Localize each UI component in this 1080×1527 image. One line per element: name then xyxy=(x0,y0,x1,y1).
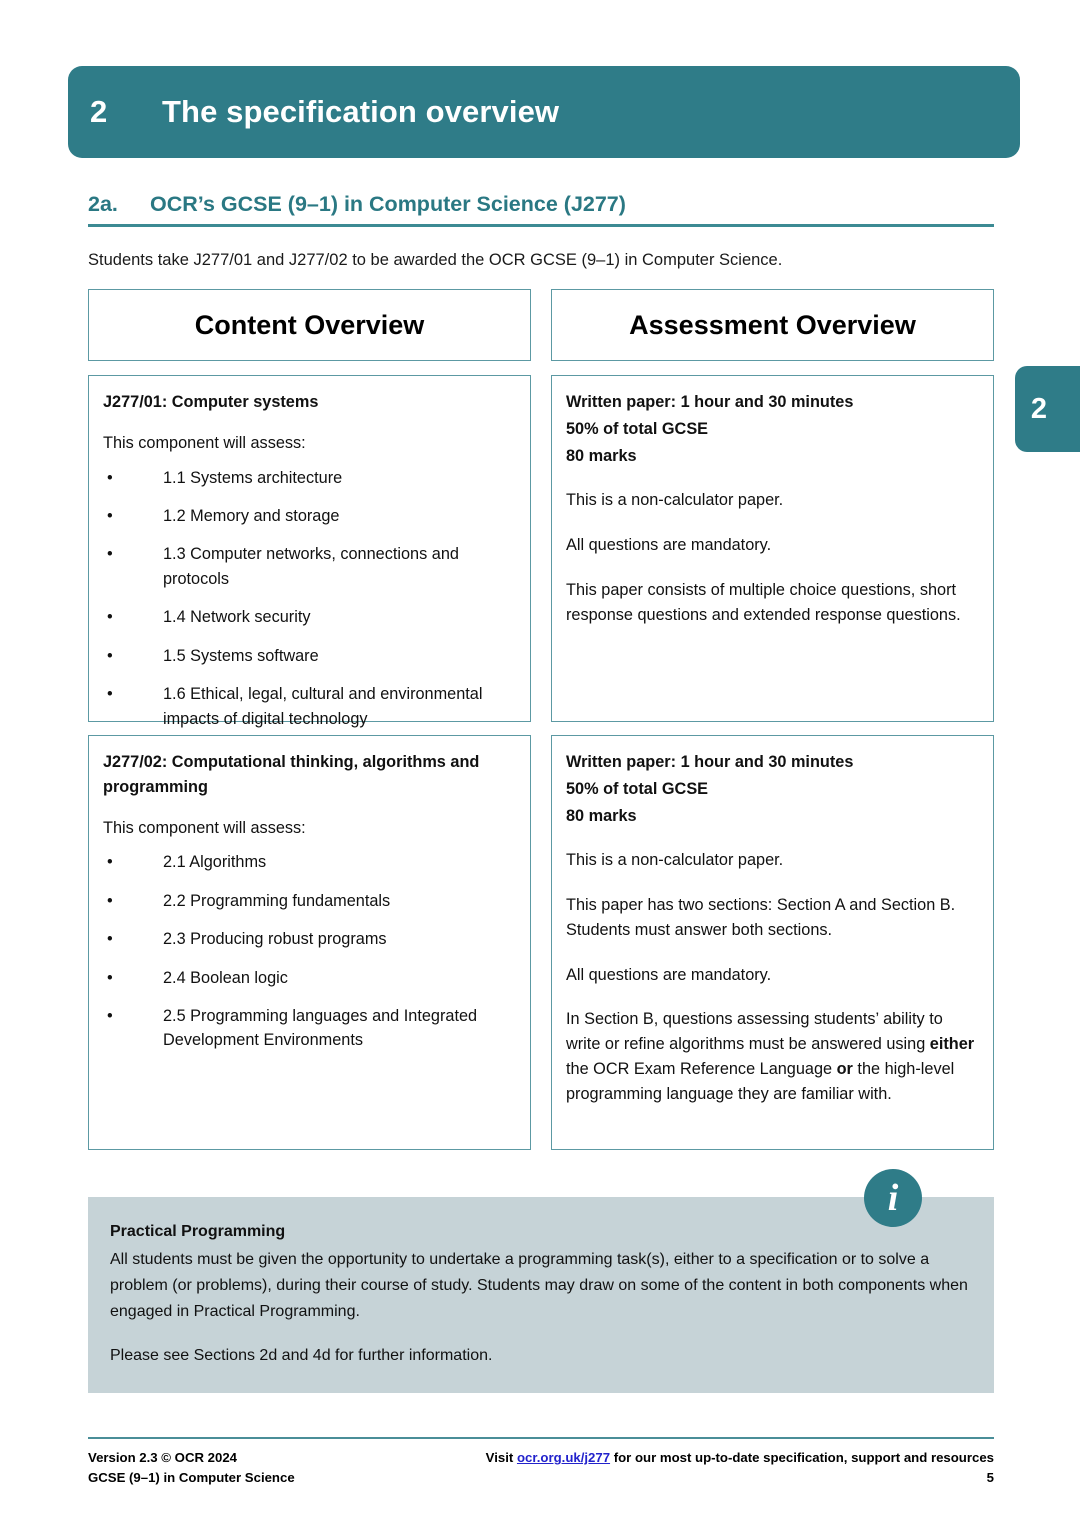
list-item-label: 1.6 Ethical, legal, cultural and environmental impacts of digital technology xyxy=(163,685,483,728)
component-2-bullet-list xyxy=(103,850,514,1053)
content-overview-header xyxy=(88,289,531,361)
paper-2-paragraph-1: This is a non-calculator paper. xyxy=(566,851,784,870)
paper-2-paragraph-2: This paper has two sections: Section A and Section B. Students must answer both sections. xyxy=(566,896,956,939)
paper-1-paragraph-2: All questions are mandatory. xyxy=(566,536,772,555)
bullet-icon: • xyxy=(107,1007,113,1026)
footer-visit-prefix: Visit xyxy=(485,1450,517,1465)
subsection-title: OCR’s GCSE (9–1) in Computer Science (J277) xyxy=(150,192,626,216)
bullet-icon: • xyxy=(107,468,113,487)
list-item-label: 1.2 Memory and storage xyxy=(163,506,340,525)
bullet-icon: • xyxy=(107,930,113,949)
callout-paragraph-2: Please see Sections 2d and 4d for further information. xyxy=(110,1346,493,1364)
list-item xyxy=(103,850,514,874)
intro-text: Students take J277/01 and J277/02 to be awarded the OCR GCSE (9–1) in Computer Science. xyxy=(88,251,783,269)
paper-2-marks: 80 marks xyxy=(566,806,637,825)
bullet-icon: • xyxy=(107,853,113,872)
paper-1-marks: 80 marks xyxy=(566,446,637,465)
list-item-label: 1.1 Systems architecture xyxy=(163,468,343,487)
subsection-number: 2a. xyxy=(88,192,118,216)
footer-version: Version 2.3 © OCR 2024 xyxy=(88,1450,237,1465)
list-item xyxy=(103,542,514,591)
info-icon-glyph: i xyxy=(887,1177,899,1219)
bullet-icon: • xyxy=(107,608,113,627)
list-item xyxy=(103,644,514,668)
list-item-label: 1.4 Network security xyxy=(163,608,311,627)
section-number: 2 xyxy=(90,94,108,129)
bullet-icon: • xyxy=(107,545,113,564)
subsection-underline xyxy=(88,224,994,227)
list-item xyxy=(103,605,514,629)
bullet-icon: • xyxy=(107,506,113,525)
list-item xyxy=(103,1004,514,1053)
paper-2-paragraph-3: All questions are mandatory. xyxy=(566,965,772,984)
paper-2-assessment-box xyxy=(551,735,994,1150)
info-icon xyxy=(864,1169,922,1227)
practical-programming-callout xyxy=(88,1197,994,1393)
bullet-icon: • xyxy=(107,646,113,665)
paper-2-p4-segment-3: the high-level programming language they are familiar with. xyxy=(566,1059,955,1103)
subsection-heading xyxy=(88,192,994,227)
list-item xyxy=(103,927,514,951)
component-2-lead: This component will assess: xyxy=(103,818,306,837)
list-item xyxy=(103,682,514,731)
component-2-title: J277/02: Computational thinking, algorithms and programming xyxy=(103,753,480,796)
footer-qualification: GCSE (9–1) in Computer Science xyxy=(88,1470,295,1486)
bullet-icon: • xyxy=(107,891,113,910)
component-1-content-box xyxy=(88,375,531,728)
paper-1-paragraph-3: This paper consists of multiple choice questions, short response questions and extended response questions. xyxy=(566,580,961,624)
content-overview-title: Content Overview xyxy=(194,309,425,340)
list-item xyxy=(103,889,514,913)
assessment-overview-header xyxy=(551,289,994,361)
paper-1-paragraph-1: This is a non-calculator paper. xyxy=(566,491,784,510)
list-item-label: 2.2 Programming fundamentals xyxy=(163,891,391,910)
footer-left xyxy=(88,1448,295,1489)
bullet-icon: • xyxy=(107,685,113,704)
list-item xyxy=(103,504,514,528)
footer-visit-line xyxy=(486,1448,994,1468)
list-item xyxy=(103,966,514,990)
section-header-band xyxy=(68,66,1020,158)
footer-right xyxy=(486,1448,994,1489)
component-1-bullet-list xyxy=(103,466,514,732)
paper-1-weighting: 50% of total GCSE xyxy=(566,419,709,438)
page-number: 5 xyxy=(986,1470,994,1486)
paper-2-p4-segment-1: In Section B, questions assessing students’ ability to write or refine algorithms must be answered using xyxy=(566,1010,943,1054)
callout-paragraph-1: All students must be given the opportunity to undertake a programming task(s), either to a specification or to solve a problem (or problems), during their course of study. Students may draw on some of the content in both components when engaged in Practical Programming. xyxy=(110,1250,968,1320)
component-2-content-box xyxy=(88,735,531,1150)
bullet-icon: • xyxy=(107,968,113,987)
footer-visit-suffix: for our most up-to-date specification, support and resources xyxy=(610,1450,994,1465)
component-1-title: J277/01: Computer systems xyxy=(103,393,319,411)
list-item-label: 2.1 Algorithms xyxy=(163,853,267,872)
chapter-tab-label: 2 xyxy=(1030,392,1048,425)
paper-2-p4-segment-2: the OCR Exam Reference Language xyxy=(566,1059,837,1078)
ocr-website-link[interactable]: ocr.org.uk/j277 xyxy=(516,1450,611,1465)
paper-2-p4-or: or xyxy=(836,1059,853,1078)
paper-2-duration: Written paper: 1 hour and 30 minutes xyxy=(566,753,854,771)
list-item-label: 2.4 Boolean logic xyxy=(163,968,288,987)
page-footer xyxy=(88,1448,994,1489)
paper-2-paragraph-4 xyxy=(566,1007,977,1106)
paper-2-p4-either: either xyxy=(929,1035,975,1054)
paper-1-assessment-box xyxy=(551,375,994,722)
section-title: The specification overview xyxy=(162,94,560,129)
component-1-lead: This component will assess: xyxy=(103,433,306,452)
callout-title: Practical Programming xyxy=(110,1223,286,1240)
list-item-label: 1.5 Systems software xyxy=(163,646,319,665)
paper-1-duration: Written paper: 1 hour and 30 minutes xyxy=(566,393,854,411)
list-item xyxy=(103,466,514,490)
chapter-tab xyxy=(1015,366,1080,452)
footer-divider xyxy=(88,1437,994,1439)
assessment-overview-title: Assessment Overview xyxy=(629,309,916,340)
list-item-label: 1.3 Computer networks, connections and protocols xyxy=(163,545,459,588)
paper-2-weighting: 50% of total GCSE xyxy=(566,779,709,798)
list-item-label: 2.3 Producing robust programs xyxy=(163,930,387,949)
list-item-label: 2.5 Programming languages and Integrated Development Environments xyxy=(163,1007,478,1050)
